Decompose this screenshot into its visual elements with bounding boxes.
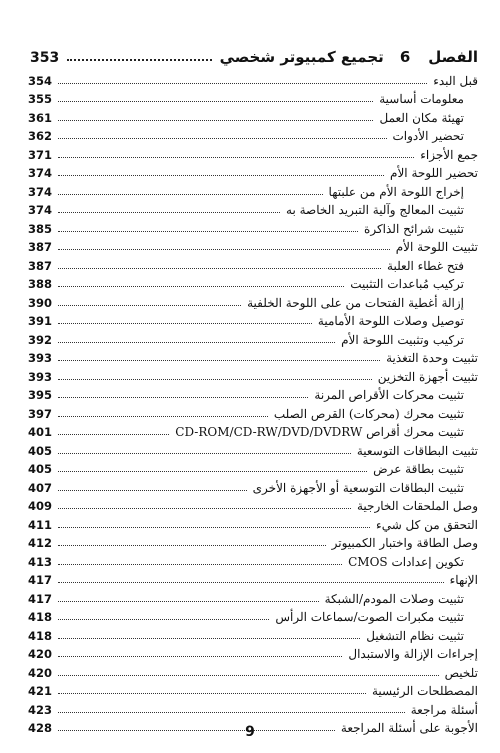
toc-entry-page: 413	[28, 554, 53, 569]
dot-leader	[58, 119, 373, 121]
toc-entry	[28, 402, 478, 421]
chapter-title: تجميع كمبيوتر شخصي	[219, 48, 384, 66]
toc-entry-title: أسئلة مراجعة	[410, 702, 478, 717]
toc-entry-page: 362	[28, 129, 53, 143]
toc-entry-page: 393	[28, 369, 53, 384]
dot-leader	[58, 248, 390, 250]
toc-entry-page: 391	[28, 314, 53, 328]
toc-entry-title: الأجوبة على أسئلة المراجعة	[340, 721, 478, 735]
toc-entry-page: 374	[28, 166, 53, 180]
chapter-heading	[30, 44, 478, 66]
dot-leader	[58, 507, 351, 509]
toc-entry-page: 397	[28, 406, 53, 421]
toc-entry	[28, 439, 478, 458]
toc-entry-page: 423	[28, 702, 53, 717]
toc-entry-page: 387	[28, 258, 53, 273]
toc-entry	[28, 328, 478, 347]
toc-entry-title: معلومات أساسية	[379, 92, 464, 106]
toc-entry-title: تثبيت البطاقات التوسعية أو الأجهزة الأخرى	[252, 480, 464, 495]
toc-entry-title: المصطلحات الرئيسية	[372, 684, 478, 698]
toc-entry	[28, 624, 478, 643]
toc-entry	[28, 236, 478, 255]
toc-entry-page: 417	[28, 573, 53, 587]
dot-leader	[58, 489, 247, 491]
toc-entry-page: 405	[28, 443, 53, 458]
toc-entry-title: تثبيت اللوحة الأم	[395, 240, 478, 254]
toc-entry-page: 412	[28, 536, 53, 550]
toc-entry-title: إخراج اللوحة الأم من علبتها	[328, 184, 464, 199]
toc-entry-title: تثبيت وصلات المودم/الشبكة	[324, 591, 464, 606]
toc-entry	[28, 550, 478, 569]
toc-entry-page: 374	[28, 203, 53, 217]
toc-entry-page: 407	[28, 480, 53, 495]
toc-entry-title: تثبيت نظام التشغيل	[366, 628, 464, 643]
toc-entry	[28, 365, 478, 384]
toc-entry-title: تثبيت شرائح الذاكرة	[364, 221, 464, 236]
toc-entry	[28, 698, 478, 717]
toc-entry-page: 374	[28, 184, 53, 199]
toc-entry-page: 420	[28, 665, 53, 680]
page-number: 9	[245, 724, 255, 740]
toc-entry	[28, 310, 478, 329]
toc-entry-title: فتح غطاء العلبة	[387, 258, 464, 273]
toc-entry-page: 418	[28, 628, 53, 643]
chapter-label: الفصل	[428, 48, 478, 66]
toc-entry-title: تهيئة مكان العمل	[379, 110, 464, 125]
toc-entry-page: 428	[28, 721, 53, 735]
toc-entry	[28, 199, 478, 218]
toc-entry-page: 405	[28, 462, 53, 476]
toc-entry-title: وصل الملحقات الخارجية	[356, 499, 478, 513]
dot-leader	[58, 137, 386, 139]
toc-list	[28, 69, 478, 735]
dot-leader	[58, 470, 367, 472]
chapter-page-number: 353	[30, 50, 60, 66]
dot-leader	[58, 304, 241, 306]
toc-entry-title: توصيل وصلات اللوحة الأمامية	[317, 314, 464, 328]
dot-leader	[58, 692, 366, 694]
toc-entry-title: تركيب مُباعدات التثبيت	[350, 277, 464, 291]
toc-entry	[28, 347, 478, 366]
dot-leader	[58, 415, 268, 417]
toc-entry-title: قبل البدء	[433, 73, 478, 88]
toc-entry-page: 417	[28, 591, 53, 606]
dot-leader	[58, 378, 372, 380]
dot-leader	[58, 341, 335, 343]
dot-leader	[58, 711, 405, 713]
dot-leader	[58, 655, 342, 657]
toc-entry	[28, 661, 478, 680]
toc-entry-page: 361	[28, 110, 53, 125]
toc-entry-page: 401	[28, 425, 53, 439]
toc-entry	[28, 143, 478, 162]
dot-leader	[58, 526, 370, 528]
dot-leader	[58, 674, 439, 676]
toc-entry	[28, 162, 478, 181]
toc-entry	[28, 680, 478, 699]
toc-entry-title: إزالة أغطية الفتحات من على اللوحة الخلفية	[247, 295, 464, 310]
dot-leader	[58, 396, 308, 398]
dot-leader	[58, 600, 319, 602]
dot-leader	[58, 544, 326, 546]
toc-entry	[28, 643, 478, 662]
toc-entry-title: تثبيت محرك (محركات) القرص الصلب	[273, 406, 464, 421]
dot-leader	[58, 637, 360, 639]
toc-entry-title: تثبيت محرك أقراص CD-ROM/CD-RW/DVD/DVDRW	[175, 425, 464, 439]
toc-entry	[28, 606, 478, 625]
toc-entry	[28, 421, 478, 440]
toc-entry-page: 392	[28, 332, 53, 347]
chapter-number: 6	[399, 48, 411, 66]
toc-entry	[28, 69, 478, 88]
toc-entry-page: 421	[28, 684, 53, 698]
toc-entry	[28, 180, 478, 199]
toc-entry-page: 387	[28, 240, 53, 254]
toc-entry-title: تحضير اللوحة الأم	[390, 166, 478, 180]
toc-entry-page: 393	[28, 351, 53, 365]
toc-entry-title: وصل الطاقة واختبار الكمبيوتر	[331, 536, 478, 550]
toc-entry	[28, 88, 478, 107]
dot-leader	[58, 285, 344, 287]
toc-entry-page: 418	[28, 610, 53, 624]
toc-entry-title: تثبيت محركات الأقراص المرنة	[314, 388, 464, 402]
toc-entry-title: تثبيت بطاقة عرض	[373, 462, 464, 476]
dot-leader	[58, 82, 427, 84]
dot-leader	[58, 618, 269, 620]
dot-leader	[58, 563, 342, 565]
toc-entry	[28, 587, 478, 606]
toc-entry	[28, 273, 478, 292]
toc-entry	[28, 532, 478, 551]
toc-entry-title: تثبيت أجهزة التخزين	[377, 369, 478, 384]
toc-entry-title: الإنهاء	[449, 573, 478, 587]
dot-leader	[58, 433, 169, 435]
toc-entry	[28, 513, 478, 532]
toc-entry-page: 411	[28, 517, 53, 532]
toc-entry	[28, 384, 478, 403]
toc-entry-title: إجراءات الإزالة والاستبدال	[348, 647, 478, 661]
toc-entry	[28, 495, 478, 514]
toc-entry	[28, 569, 478, 588]
toc-entry-page: 395	[28, 388, 53, 402]
toc-entry-page: 420	[28, 647, 53, 661]
toc-entry	[28, 106, 478, 125]
toc-entry-page: 355	[28, 92, 53, 106]
dot-leader	[58, 100, 373, 102]
toc-entry-page: 385	[28, 221, 53, 236]
dot-leader	[67, 58, 211, 61]
toc-entry-title: تحضير الأدوات	[392, 129, 464, 143]
toc-entry	[28, 217, 478, 236]
toc-entry-title: تكوين إعدادات CMOS	[348, 554, 464, 569]
dot-leader	[58, 174, 384, 176]
dot-leader	[58, 581, 444, 583]
dot-leader	[58, 156, 414, 158]
dot-leader	[58, 211, 280, 213]
toc-entry	[28, 476, 478, 495]
toc-entry-title: جمع الأجزاء	[420, 147, 478, 162]
toc-entry	[28, 291, 478, 310]
dot-leader	[58, 230, 358, 232]
toc-entry-title: تثبيت وحدة التغذية	[386, 351, 478, 365]
toc-entry-title: تثبيت المعالج وآلية التبريد الخاصة به	[286, 203, 464, 217]
dot-leader	[58, 452, 351, 454]
toc-entry-page: 371	[28, 147, 53, 162]
toc-entry-page: 409	[28, 499, 53, 513]
toc-entry-title: التحقق من كل شيء	[376, 517, 478, 532]
toc-entry-title: تركيب وتثبيت اللوحة الأم	[341, 332, 464, 347]
toc-entry	[28, 125, 478, 144]
dot-leader	[58, 359, 380, 361]
toc-entry-page: 388	[28, 277, 53, 291]
toc-entry-title: تلخيص	[444, 665, 478, 680]
toc-entry-title: تثبيت البطاقات التوسعية	[356, 443, 478, 458]
toc-entry	[28, 458, 478, 477]
dot-leader	[58, 193, 323, 195]
toc-entry	[28, 254, 478, 273]
toc-entry-page: 354	[28, 73, 53, 88]
toc-entry-page: 390	[28, 295, 53, 310]
dot-leader	[58, 267, 381, 269]
dot-leader	[58, 322, 312, 324]
toc-entry-title: تثبيت مكبرات الصوت/سماعات الرأس	[275, 610, 464, 624]
